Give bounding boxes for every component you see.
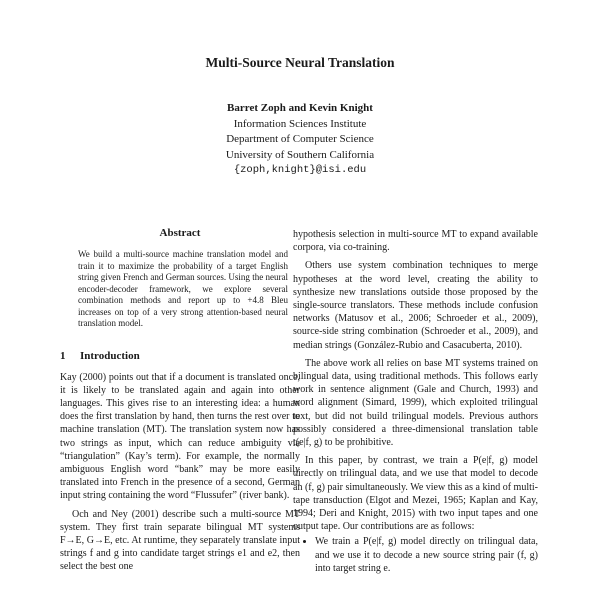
abstract-text: We build a multi-source machine translation model and train it to maximize the probability of a target English string given French and German sources. Using the neural encoder-decoder framework, we explore several combination methods and report up to +4.8 Bleu increases on top of a very strong attention-based neural translation model.	[78, 249, 288, 328]
body-paragraph: In this paper, by contrast, we train a P(e|f, g) model directly on trilingual data, and we use that model to decode an (f, g) pair simultaneously. We view this as a kind of multi-tape transduction (Elgot and Mezei, 1965; Kaplan and Kay, 1994; Deri and Knight, 2015) with two input tapes and one output tape. Our contributions are as follows:	[293, 455, 538, 533]
section-heading	[60, 350, 300, 362]
contribution-item: • We train a P(e|f, g) model directly on trilingual data, and we use it to decode a new source string pair (f, g) into target string e.	[315, 535, 538, 575]
body-paragraph: Others use system combination techniques to merge hypotheses at the word level, creating the ability to synthesize new translations outside those proposed by the single-source translators. These methods include confusion networks (Matusov et al., 2006; Schroeder et al., 2009), source-side string combination (Schroeder et al., 2009), and median strings (González-Rubio and Casacuberta, 2010).	[293, 260, 538, 351]
author-email: {zoph,knight}@isi.edu	[233, 164, 367, 176]
contribution-list	[293, 535, 538, 575]
paper-title: Multi-Source Neural Translation	[205, 55, 395, 70]
body-paragraph: The above work all relies on base MT systems trained on bilingual data, using traditional methods. This follows early work in sentence alignment (Gale and Church, 1993) and word alignment (Simard, 1999), which exploited trilingual text, but did not build trilingual models. Previous authors possibly considered a three-dimensional translation table t(e|f, g) to be prohibitive.	[293, 357, 538, 449]
left-column	[60, 227, 300, 574]
section-title: Introduction	[80, 349, 140, 362]
affiliation-line: Department of Computer Science	[226, 133, 374, 145]
author-names: Barret Zoph and Kevin Knight	[227, 102, 373, 114]
right-column	[293, 228, 538, 575]
affiliation-line: Information Sciences Institute	[233, 117, 367, 130]
abstract-heading: Abstract	[159, 227, 201, 239]
author-block	[0, 101, 600, 179]
body-paragraph: Och and Ney (2001) describe such a multi-source MT system. They first train separate bilingual MT systems F→E, G→E, etc. At runtime, they separately translate input strings f and g into candidate target strings e1 and e2, then select the best one	[60, 508, 300, 573]
body-paragraph: hypothesis selection in multi-source MT to expand available corpora, via co-training.	[293, 229, 538, 254]
affiliation-line: University of Southern California	[225, 148, 375, 161]
body-paragraph: Kay (2000) points out that if a document is translated once, it is likely to be translated again and again into other languages. This gives rise to an interesting idea: a human does the first translation by hand, then turns the rest over to machine translation (MT). The translation system now has two strings as input, which can reduce ambiguity via “triangulation” (Kay’s term). For example, the normally ambiguous English word “bank” may be more easily translated into French in the presence of a second, German input string containing the word “Flussufer” (river bank).	[60, 371, 300, 502]
section-number: 1	[60, 349, 66, 362]
